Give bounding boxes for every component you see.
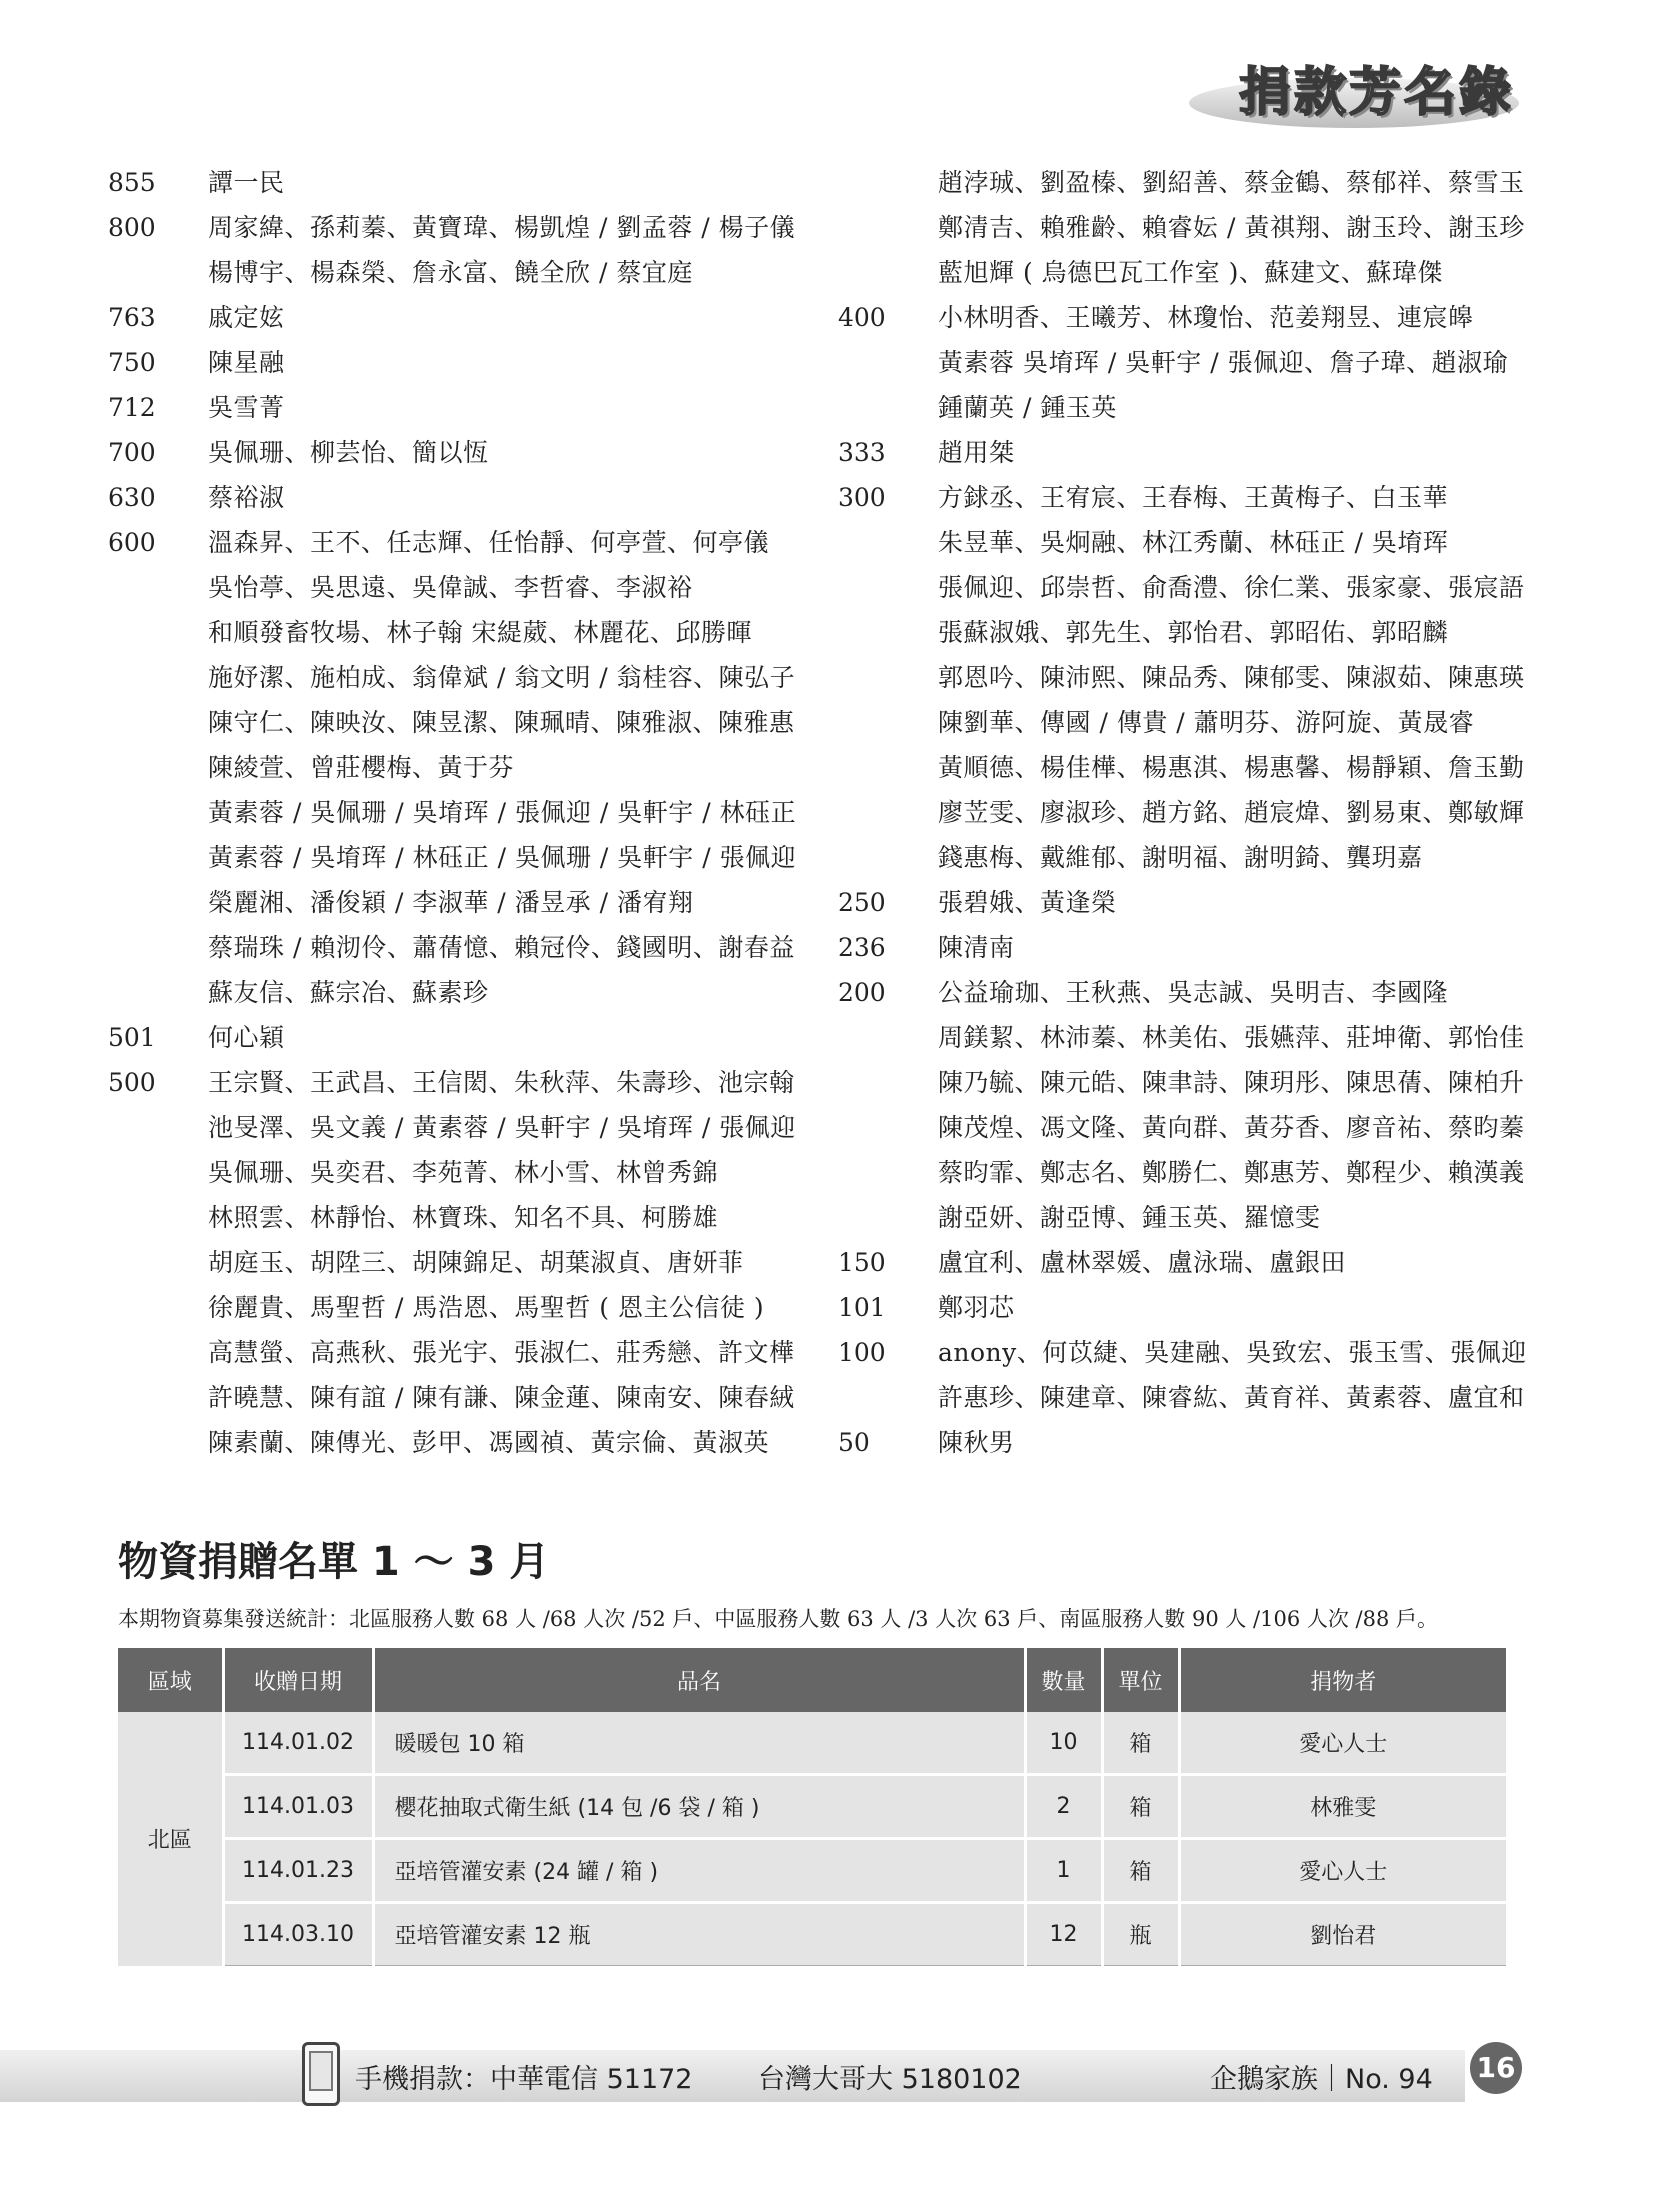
- donation-amount: 101: [838, 1293, 886, 1322]
- donation-amount: 501: [108, 1023, 156, 1052]
- donor-names: 周鎂絜、林沛蓁、林美佑、張嬿萍、莊坤衛、郭怡佳: [938, 1023, 1525, 1052]
- donation-amount: 236: [838, 933, 886, 962]
- mobile-phone-icon: [302, 2042, 340, 2106]
- donor-names: 許曉慧、陳有誼 / 陳有謙、陳金蓮、陳南安、陳春絨: [208, 1383, 795, 1412]
- donor-row: [838, 1015, 1558, 1060]
- donor-names: 趙浡珹、劉盈榛、劉紹善、蔡金鶴、蔡郁祥、蔡雪玉: [938, 168, 1525, 197]
- date-cell: 114.01.02: [223, 1712, 373, 1775]
- donor-row: [838, 295, 1558, 340]
- donor-row: [838, 925, 1558, 970]
- donor-row: [108, 430, 828, 475]
- donor-names: 郭恩吟、陳沛熙、陳品秀、陳郁雯、陳淑茹、陳惠瑛: [938, 663, 1525, 692]
- donation-amount: [108, 790, 208, 835]
- table-header-row: [118, 1648, 1506, 1712]
- donor-row: [838, 250, 1558, 295]
- donor-names: 和順發畜牧場、林子翰 宋緹葳、林麗花、邱勝暉: [208, 618, 752, 647]
- donation-amount: [838, 745, 938, 790]
- donation-amount: [838, 655, 938, 700]
- donor-names: 陳乃毓、陳元皓、陳聿詩、陳玥彤、陳思蒨、陳柏升: [938, 1068, 1525, 1097]
- donor-names: 溫森昇、王不、任志輝、任怡靜、何亭萱、何亭儀: [208, 528, 770, 557]
- donation-amount: [838, 520, 938, 565]
- donation-amount: [838, 250, 938, 295]
- donor-row: [108, 745, 828, 790]
- unit-cell: 瓶: [1102, 1903, 1179, 1966]
- donor-cell: 愛心人士: [1179, 1712, 1506, 1775]
- donor-row: [838, 1195, 1558, 1240]
- donor-row: [108, 205, 828, 250]
- donor-names: 譚一民: [208, 168, 285, 197]
- donor-row: [108, 565, 828, 610]
- page-number: 16: [1470, 2042, 1522, 2094]
- donor-names: 陳茂煌、馮文隆、黃向群、黃芬香、廖音祐、蔡昀蓁: [938, 1113, 1525, 1142]
- header-region: 區域: [118, 1648, 223, 1712]
- donation-amount: 630: [108, 483, 156, 512]
- donor-row: [838, 205, 1558, 250]
- header-donor: 捐物者: [1179, 1648, 1506, 1712]
- donation-amount: [108, 565, 208, 610]
- donor-names: 周家緯、孫莉蓁、黃寶瑋、楊凱煌 / 劉孟蓉 / 楊子儀: [208, 213, 796, 242]
- donor-names: 鄭清吉、賴雅齡、賴睿妘 / 黃祺翔、謝玉玲、謝玉珍: [938, 213, 1525, 242]
- donor-row: [108, 1240, 828, 1285]
- donor-row: [108, 1015, 828, 1060]
- date-cell: 114.01.23: [223, 1839, 373, 1903]
- donor-row: [838, 655, 1558, 700]
- donor-row: [838, 1330, 1558, 1375]
- donor-row: [838, 610, 1558, 655]
- donor-row: [108, 1150, 828, 1195]
- donor-row: [838, 790, 1558, 835]
- date-cell: 114.03.10: [223, 1903, 373, 1966]
- donor-names: 施妤潔、施柏成、翁偉斌 / 翁文明 / 翁桂容、陳弘子: [208, 663, 796, 692]
- donor-row: [838, 340, 1558, 385]
- donor-row: [838, 475, 1558, 520]
- donation-amount: 750: [108, 348, 156, 377]
- donation-amount: 150: [838, 1248, 886, 1277]
- donor-row: [108, 1420, 828, 1465]
- donation-amount: [838, 835, 938, 880]
- donor-row: [108, 1195, 828, 1240]
- donation-amount: 250: [838, 888, 886, 917]
- donor-names: 廖苙雯、廖淑珍、趙方銘、趙宸煒、劉易東、鄭敏輝: [938, 798, 1525, 827]
- donor-row: [108, 250, 828, 295]
- donor-row: [108, 475, 828, 520]
- donor-row: [108, 1330, 828, 1375]
- donor-row: [838, 565, 1558, 610]
- donor-names: 陳秋男: [938, 1428, 1015, 1457]
- donation-amount: [838, 790, 938, 835]
- donor-row: [838, 520, 1558, 565]
- donor-names: 陳綾萱、曾莊櫻梅、黃于芬: [208, 753, 515, 782]
- donor-row: [108, 610, 828, 655]
- taiwan-mobile-label: 台灣大哥大 5180102: [758, 2064, 1022, 2095]
- donation-amount: [838, 205, 938, 250]
- donor-row: [108, 1375, 828, 1420]
- qty-cell: 12: [1025, 1903, 1102, 1966]
- donor-row: [838, 385, 1558, 430]
- donor-names: 池旻澤、吳文義 / 黃素蓉 / 吳軒宇 / 吳堉珲 / 張佩迎: [208, 1113, 796, 1142]
- donor-names: 錢惠梅、戴維郁、謝明福、謝明錡、龔玥嘉: [938, 843, 1423, 872]
- donation-amount: 400: [838, 303, 886, 332]
- donation-amount: 800: [108, 213, 156, 242]
- donation-amount: 763: [108, 303, 156, 332]
- donor-names: 榮麗湘、潘俊穎 / 李淑華 / 潘昱承 / 潘宥翔: [208, 888, 694, 917]
- donor-names: 黃素蓉 吳堉珲 / 吳軒宇 / 張佩迎、詹子瑋、趙淑瑜: [938, 348, 1509, 377]
- region-cell: 北區: [118, 1712, 223, 1966]
- donor-names: 王宗賢、王武昌、王信閎、朱秋萍、朱壽珍、池宗翰: [208, 1068, 795, 1097]
- item-cell: 亞培管灌安素 (24 罐 / 箱 ): [373, 1839, 1025, 1903]
- donation-amount: [838, 160, 938, 205]
- donor-list-left: [108, 160, 828, 1465]
- qty-cell: 10: [1025, 1712, 1102, 1775]
- donor-names: 陳劉華、傳國 / 傳貴 / 蕭明芬、游阿旋、黃晟睿: [938, 708, 1475, 737]
- donor-names: 楊博宇、楊森榮、詹永富、饒全欣 / 蔡宜庭: [208, 258, 693, 287]
- donor-names: 蘇友信、蘇宗冶、蘇素珍: [208, 978, 489, 1007]
- donation-amount: [108, 835, 208, 880]
- date-cell: 114.01.03: [223, 1775, 373, 1839]
- donor-row: [108, 385, 828, 430]
- donor-row: [108, 700, 828, 745]
- donation-amount: [108, 1105, 208, 1150]
- donation-amount: [108, 610, 208, 655]
- donor-names: 陳星融: [208, 348, 285, 377]
- donor-names: 鄭羽芯: [938, 1293, 1015, 1322]
- donation-amount: 300: [838, 483, 886, 512]
- donor-row: [108, 655, 828, 700]
- donation-amount: [108, 1420, 208, 1465]
- table-row: [118, 1839, 1506, 1903]
- donation-amount: 700: [108, 438, 156, 467]
- donation-amount: [108, 970, 208, 1015]
- donor-row: [838, 1240, 1558, 1285]
- donation-amount: [838, 340, 938, 385]
- donor-row: [838, 700, 1558, 745]
- donor-row: [838, 880, 1558, 925]
- donor-cell: 劉怡君: [1179, 1903, 1506, 1966]
- goods-donation-table: [118, 1648, 1506, 1966]
- donation-amount: [838, 1150, 938, 1195]
- donor-names: 朱昱華、吳炯融、林江秀蘭、林砡正 / 吳堉珲: [938, 528, 1449, 557]
- donation-amount: 855: [108, 168, 156, 197]
- donor-names: 吳佩珊、吳奕君、李苑菁、林小雪、林曾秀錦: [208, 1158, 719, 1187]
- donation-amount: [108, 655, 208, 700]
- donor-row: [838, 1105, 1558, 1150]
- unit-cell: 箱: [1102, 1839, 1179, 1903]
- donor-names: 張佩迎、邱崇哲、俞喬澧、徐仁業、張家豪、張宸語: [938, 573, 1525, 602]
- donation-amount: [838, 1375, 938, 1420]
- donor-row: [838, 1420, 1558, 1465]
- goods-stats: 本期物資募集發送統計：北區服務人數 68 人 /68 人次 /52 戶、中區服務人數 63 人 /3 人次 63 戶、南區服務人數 90 人 /106 人次 /88 戶。: [118, 1607, 1439, 1631]
- donation-amount: [108, 700, 208, 745]
- donor-row: [838, 160, 1558, 205]
- donor-row: [108, 1060, 828, 1105]
- donation-amount: [838, 610, 938, 655]
- goods-section-title: 物資捐贈名單 1 ～ 3 月: [118, 1539, 550, 1585]
- item-cell: 暖暖包 10 箱: [373, 1712, 1025, 1775]
- donor-row: [838, 835, 1558, 880]
- donor-row: [108, 340, 828, 385]
- donor-row: [108, 520, 828, 565]
- donor-names: 蔡裕淑: [208, 483, 285, 512]
- donation-amount: 100: [838, 1338, 886, 1367]
- header-item: 品名: [373, 1648, 1025, 1712]
- donor-names: 張蘇淑娥、郭先生、郭怡君、郭昭佑、郭昭麟: [938, 618, 1449, 647]
- header-date: 收贈日期: [223, 1648, 373, 1712]
- donor-row: [838, 1150, 1558, 1195]
- donor-names: 吳怡葶、吳思遠、吳偉誠、李哲睿、李淑裕: [208, 573, 693, 602]
- donation-amount: [108, 1330, 208, 1375]
- donation-amount: [838, 1015, 938, 1060]
- donation-amount: [108, 1285, 208, 1330]
- table-row: [118, 1775, 1506, 1839]
- donor-names: 何心穎: [208, 1023, 285, 1052]
- donor-row: [108, 295, 828, 340]
- table-row: [118, 1712, 1506, 1775]
- donor-names: 林照雲、林靜怡、林寶珠、知名不具、柯勝雄: [208, 1203, 719, 1232]
- donor-list-right: [838, 160, 1558, 1465]
- donor-names: 吳雪菁: [208, 393, 285, 422]
- donor-names: anony、何苡緁、吳建融、吳致宏、張玉雪、張佩迎: [938, 1338, 1527, 1367]
- donation-amount: [838, 565, 938, 610]
- donation-amount: 200: [838, 978, 886, 1007]
- donation-amount: [108, 250, 208, 295]
- donor-row: [838, 1285, 1558, 1330]
- donor-row: [108, 1285, 828, 1330]
- unit-cell: 箱: [1102, 1712, 1179, 1775]
- donation-amount: [838, 385, 938, 430]
- donor-names: 高慧螢、高燕秋、張光宇、張淑仁、莊秀戀、許文樺: [208, 1338, 795, 1367]
- magazine-issue: 企鵝家族｜No. 94: [1210, 2064, 1433, 2095]
- donation-amount: [838, 700, 938, 745]
- donation-amount: [108, 925, 208, 970]
- donor-names: 黃素蓉 / 吳堉珲 / 林砡正 / 吳佩珊 / 吳軒宇 / 張佩迎: [208, 843, 797, 872]
- donor-row: [108, 880, 828, 925]
- donor-names: 趙用桀: [938, 438, 1015, 467]
- donor-row: [838, 1375, 1558, 1420]
- donation-amount: 712: [108, 393, 156, 422]
- donor-names: 黃素蓉 / 吳佩珊 / 吳堉珲 / 張佩迎 / 吳軒宇 / 林砡正: [208, 798, 797, 827]
- donor-cell: 愛心人士: [1179, 1839, 1506, 1903]
- donor-names: 許惠珍、陳建章、陳睿紘、黃育祥、黃素蓉、盧宜和: [938, 1383, 1525, 1412]
- donation-amount: [838, 1195, 938, 1240]
- donation-amount: 500: [108, 1068, 156, 1097]
- donor-row: [838, 430, 1558, 475]
- donation-amount: 50: [838, 1428, 870, 1457]
- table-row: [118, 1903, 1506, 1966]
- donation-amount: 600: [108, 528, 156, 557]
- phone-donation-label: 手機捐款：中華電信 51172: [355, 2064, 693, 2095]
- donor-row: [108, 835, 828, 880]
- donor-names: 戚定妶: [208, 303, 285, 332]
- donor-names: 蔡瑞珠 / 賴沏伶、蕭蒨憶、賴冠伶、錢國明、謝春益: [208, 933, 795, 962]
- qty-cell: 1: [1025, 1839, 1102, 1903]
- donor-names: 鍾蘭英 / 鍾玉英: [938, 393, 1117, 422]
- donor-row: [108, 160, 828, 205]
- donor-names: 方銶丞、王宥宸、王春梅、王黃梅子、白玉華: [938, 483, 1449, 512]
- donor-row: [838, 970, 1558, 1015]
- donor-names: 蔡昀霏、鄭志名、鄭勝仁、鄭惠芳、鄭程少、賴漢義: [938, 1158, 1525, 1187]
- donor-names: 吳佩珊、柳芸怡、簡以恆: [208, 438, 489, 467]
- donor-names: 盧宜利、盧林翠媛、盧泳瑞、盧銀田: [938, 1248, 1347, 1277]
- qty-cell: 2: [1025, 1775, 1102, 1839]
- donor-row: [838, 1060, 1558, 1105]
- donation-amount: [838, 1060, 938, 1105]
- donor-row: [108, 925, 828, 970]
- donor-names: 徐麗貴、馬聖哲 / 馬浩恩、馬聖哲 ( 恩主公信徒 ): [208, 1293, 765, 1322]
- unit-cell: 箱: [1102, 1775, 1179, 1839]
- donor-row: [108, 1105, 828, 1150]
- donor-cell: 林雅雯: [1179, 1775, 1506, 1839]
- donor-names: 陳素蘭、陳傳光、彭甲、馮國禎、黃宗倫、黃淑英: [208, 1428, 770, 1457]
- donor-names: 陳守仁、陳映汝、陳昱潔、陳珮晴、陳雅淑、陳雅惠: [208, 708, 795, 737]
- donor-names: 藍旭輝 ( 烏德巴瓦工作室 )、蘇建文、蘇瑋傑: [938, 258, 1443, 287]
- donation-amount: [108, 1240, 208, 1285]
- item-cell: 亞培管灌安素 12 瓶: [373, 1903, 1025, 1966]
- donation-amount: [838, 1105, 938, 1150]
- donor-row: [838, 745, 1558, 790]
- donation-amount: [108, 1375, 208, 1420]
- donor-row: [108, 970, 828, 1015]
- donation-amount: [108, 1150, 208, 1195]
- donor-row: [108, 790, 828, 835]
- item-cell: 櫻花抽取式衛生紙 (14 包 /6 袋 / 箱 ): [373, 1775, 1025, 1839]
- donor-names: 小林明香、王曦芳、林瓊怡、范姜翔昱、連宸皞: [938, 303, 1474, 332]
- header-unit: 單位: [1102, 1648, 1179, 1712]
- donor-names: 陳清南: [938, 933, 1015, 962]
- donor-names: 黃順德、楊佳樺、楊惠淇、楊惠馨、楊靜穎、詹玉勤: [938, 753, 1525, 782]
- header-qty: 數量: [1025, 1648, 1102, 1712]
- donation-amount: 333: [838, 438, 886, 467]
- donor-names: 胡庭玉、胡陞三、胡陳錦足、胡葉淑貞、唐妍菲: [208, 1248, 744, 1277]
- donation-amount: [108, 1195, 208, 1240]
- donor-names: 謝亞妍、謝亞博、鍾玉英、羅憶雯: [938, 1203, 1321, 1232]
- donation-amount: [108, 880, 208, 925]
- page-title: 捐款芳名錄: [1238, 63, 1514, 123]
- donor-names: 張碧娥、黃逢榮: [938, 888, 1117, 917]
- donation-amount: [108, 745, 208, 790]
- donor-names: 公益瑜珈、王秋燕、吳志誠、吳明吉、李國隆: [938, 978, 1449, 1007]
